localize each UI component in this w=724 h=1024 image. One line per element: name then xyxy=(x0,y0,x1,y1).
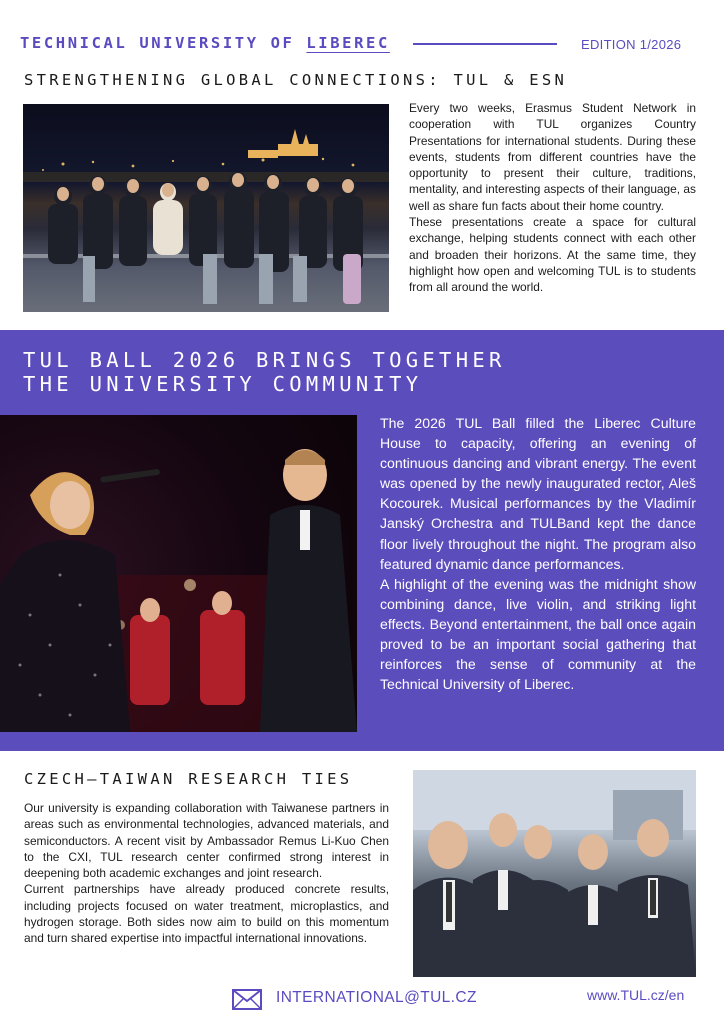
taiwan-article-text xyxy=(24,800,389,947)
section-title-taiwan: CZECH–TAIWAN RESEARCH TIES xyxy=(24,770,353,788)
esn-article-text xyxy=(409,100,696,296)
contact-email-link[interactable]: INTERNATIONAL@TUL.CZ xyxy=(276,989,477,1006)
header-divider xyxy=(413,43,557,45)
website-link[interactable]: www.TUL.cz/en xyxy=(587,987,685,1003)
ball-paragraph-2: A highlight of the evening was the midnight show combining dance, live violin, and striking light effects. Beyond entertainment, the ball once again proved to be an important social gathering that reinforces the sense of community at the Technical University of Liberec. xyxy=(380,575,696,693)
section-title-ball xyxy=(23,348,506,396)
esn-paragraph-1: Every two weeks, Erasmus Student Network in cooperation with TUL organizes Country Presentations for international students. During these events, students from different countries have the opportunity to present their culture, traditions, mentality, and interesting aspects of their language, as well as share fun facts about their home country. xyxy=(409,101,696,213)
ball-article-text xyxy=(380,413,696,694)
liberec-link[interactable]: LIBEREC xyxy=(306,34,390,52)
esn-paragraph-2: These presentations create a space for cultural exchange, helping students connect with each other and broaden their horizons. At the same time, they highlight how open and welcoming TUL is to students from all around the world. xyxy=(409,215,696,295)
taiwan-paragraph-2: Current partnerships have already produced concrete results, including projects focused on water treatment, microplastics, and hydrogen storage. Both sides now aim to build on this momentum and turn shared expertise into impactful international innovations. xyxy=(24,882,389,946)
newsletter-title xyxy=(20,34,390,52)
ball-title-line-1: TUL BALL 2026 BRINGS TOGETHER xyxy=(23,348,506,372)
section-title-esn: STRENGTHENING GLOBAL CONNECTIONS: TUL & ESN xyxy=(24,71,568,89)
students-group-photo xyxy=(23,104,389,312)
edition-label: EDITION 1/2026 xyxy=(581,37,682,52)
taiwan-paragraph-1: Our university is expanding collaboration with Taiwanese partners in areas such as environmental technologies, advanced materials, and semiconductors. A recent visit by Ambassador Remus Li-Kuo Chen to the CXI, TUL research center confirmed strong interest in deepening both academic exchanges and joint research. xyxy=(24,801,389,881)
ball-singers-photo xyxy=(0,415,357,732)
ball-title-line-2: THE UNIVERSITY COMMUNITY xyxy=(23,372,423,396)
envelope-icon xyxy=(232,989,262,1010)
title-prefix: TECHNICAL UNIVERSITY OF xyxy=(20,34,307,52)
delegation-photo xyxy=(413,770,696,977)
ball-paragraph-1: The 2026 TUL Ball filled the Liberec Culture House to capacity, offering an evening of continuous dancing and vibrant energy. The event was opened by the newly inaugurated rector, Aleš Kocourek. Musical performances by the Vladimír Janský Orchestra and TULBand kept the dance floor lively throughout the night. The program also featured dynamic dance performances. xyxy=(380,415,696,572)
